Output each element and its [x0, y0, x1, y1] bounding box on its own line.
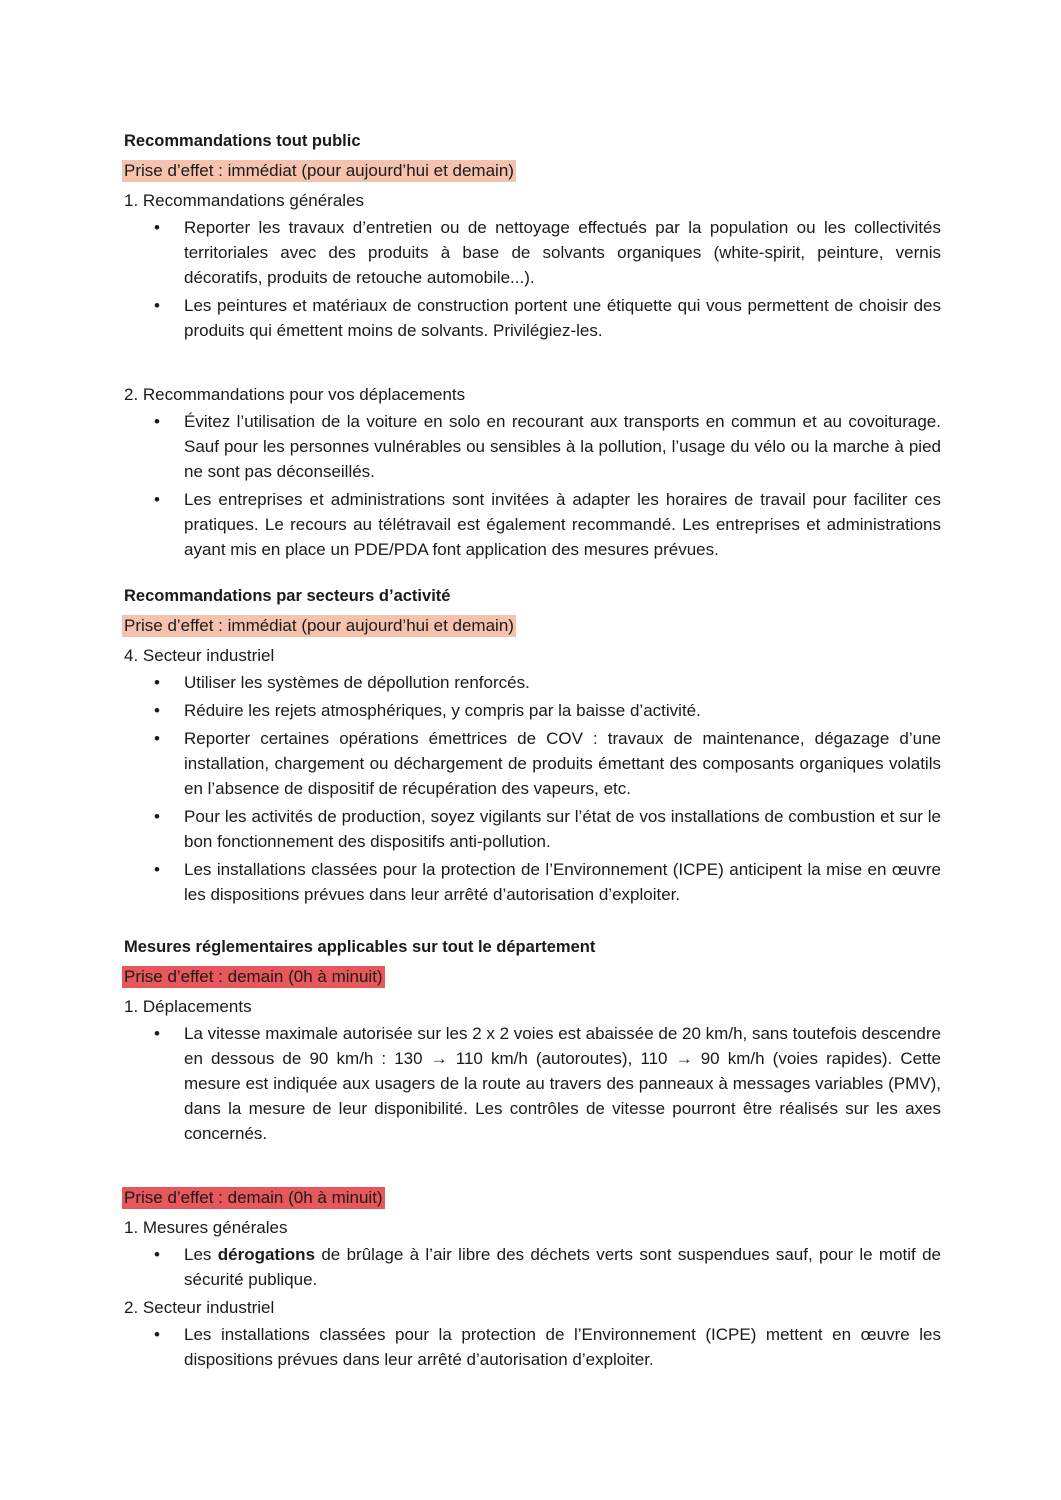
section-title-mesures: Mesures réglementaires applicables sur tout le département: [124, 938, 596, 956]
list-item: • Évitez l’utilisation de la voiture en solo en recourant aux transports en commun et au covoiturage. Sauf pour les personnes vulnérables ou sensibles à la pollution, l’usage du vélo ou la marche à pied ne sont pas déconseillés.: [184, 409, 941, 484]
list-item: • Réduire les rejets atmosphériques, y compris par la baisse d’activité.: [184, 698, 941, 723]
sub-heading: 2. Secteur industriel: [124, 1298, 275, 1317]
list-item-text: de brûlage à l’air libre des déchets verts sont suspendues sauf, pour le motif de sécurité publique.: [184, 1245, 941, 1289]
list-item: • Les entreprises et administrations sont invitées à adapter les horaires de travail pour faciliter ces pratiques. Le recours au télétravail est également recommandé. Les entreprises et administrations ayant mis en place un PDE/PDA font application des mesures prévues.: [184, 487, 941, 562]
effet-badge: Prise d’effet : demain (0h à minuit): [124, 967, 383, 986]
sub-heading: 1. Mesures générales: [124, 1218, 288, 1237]
bullet-list: [122, 1322, 941, 1372]
list-item-text: Les: [184, 1245, 218, 1264]
list-item-bold: dérogations: [217, 1245, 316, 1264]
section-title-tout-public: Recommandations tout public: [124, 132, 361, 150]
list-item: • Les peintures et matériaux de construction portent une étiquette qui vous permettent de choisir des produits qui émettent moins de solvants. Privilégiez-les.: [184, 293, 941, 343]
list-item: [184, 1242, 941, 1292]
bullet-list: [122, 215, 941, 343]
section-title-secteurs: Recommandations par secteurs d’activité: [124, 587, 451, 605]
list-item: • Les installations classées pour la protection de l’Environnement (ICPE) mettent en œuvre les dispositions prévues dans leur arrêté d’autorisation d’exploiter.: [184, 1322, 941, 1372]
list-item: • Utiliser les systèmes de dépollution renforcés.: [184, 670, 941, 695]
effet-badge: Prise d’effet : immédiat (pour aujourd’hui et demain): [124, 161, 514, 180]
list-item: • Reporter certaines opérations émettrices de COV : travaux de maintenance, dégazage d’une installation, chargement ou déchargement de produits émettant des composants organiques volatils en l’absence de dispositif de récupération des vapeurs, etc.: [184, 726, 941, 801]
list-item: • Les installations classées pour la protection de l’Environnement (ICPE) anticipent la mise en œuvre les dispositions prévues dans leur arrêté d’autorisation d’exploiter.: [184, 857, 941, 907]
list-item: • Pour les activités de production, soyez vigilants sur l’état de vos installations de combustion et sur le bon fonctionnement des dispositifs anti-pollution.: [184, 804, 941, 854]
bullet-list: [122, 1242, 941, 1292]
sub-heading: 2. Recommandations pour vos déplacements: [124, 385, 466, 404]
bullet-list: [122, 409, 941, 562]
sub-heading: 1. Déplacements: [124, 997, 252, 1016]
list-item: • Reporter les travaux d’entretien ou de nettoyage effectués par la population ou les collectivités territoriales avec des produits à base de solvants organiques (white-spirit, peinture, vernis décoratifs, produits de retouche automobile...).: [184, 215, 941, 290]
bullet-list: [122, 1021, 941, 1146]
sub-heading: 1. Recommandations générales: [124, 191, 365, 210]
list-item: • La vitesse maximale autorisée sur les 2 x 2 voies est abaissée de 20 km/h, sans toutefois descendre en dessous de 90 km/h : 130 → 110 km/h (autoroutes), 110 → 90 km/h (voies rapides). Cette mesure est indiquée aux usagers de la route au travers des panneaux à messages variables (PMV), dans la mesure de leur disponibilité. Les contrôles de vitesse pourront être réalisés sur les axes concernés.: [184, 1021, 941, 1146]
sub-heading: 4. Secteur industriel: [124, 646, 275, 665]
effet-badge: Prise d’effet : demain (0h à minuit): [124, 1188, 383, 1207]
effet-badge: Prise d’effet : immédiat (pour aujourd’hui et demain): [124, 616, 514, 635]
bullet-list: [122, 670, 941, 907]
